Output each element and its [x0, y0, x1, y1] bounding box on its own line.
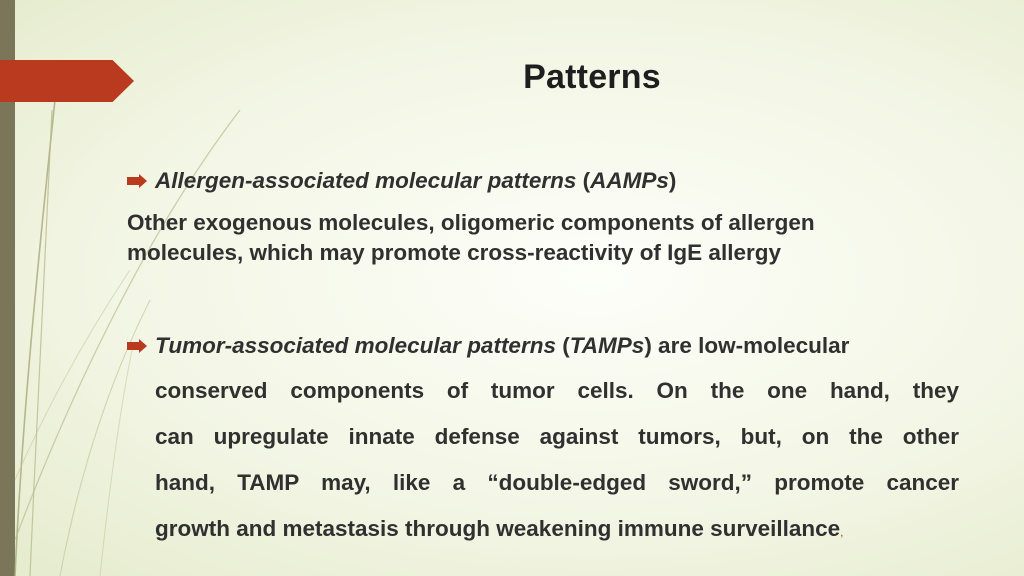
arrow-bullet-icon	[127, 339, 147, 353]
arrow-bullet-icon	[127, 174, 147, 188]
bullet-tamps-rest: ) are low-molecular	[644, 333, 850, 358]
bullet-tamps-term: Tumor-associated molecular patterns	[155, 333, 556, 358]
title-accent-tab	[0, 60, 134, 102]
slide-title: Patterns	[523, 58, 661, 96]
aamps-description-line-1: Other exogenous molecules, oligomeric components of allergen	[127, 210, 815, 235]
bullet-aamps-open: (	[576, 168, 591, 193]
tamps-text-line-4: hand, TAMP may, like a “double-edged sword,” promote cancer	[155, 470, 959, 495]
bullet-aamps	[155, 168, 676, 194]
bullet-aamps-close: )	[668, 168, 677, 193]
bullet-tamps-abbr: TAMPs	[569, 333, 645, 358]
bullet-tamps	[155, 333, 849, 359]
bullet-aamps-term: Allergen-associated molecular patterns	[155, 168, 577, 193]
tamps-text-line-3: can upregulate innate defense against tumors, but, on the other	[155, 424, 959, 449]
bullet-aamps-abbr: AAMPs	[590, 168, 669, 193]
trailing-mark: ,	[840, 525, 844, 539]
bullet-tamps-open: (	[555, 333, 570, 358]
tamps-text-line-5-text: growth and metastasis through weakening immune surveillance	[155, 516, 841, 541]
tamps-text-line-5	[155, 516, 844, 542]
tamps-text-line-2: conserved components of tumor cells. On the one hand, they	[155, 378, 959, 403]
aamps-description-line-2: molecules, which may promote cross-reactivity of IgE allergy	[127, 240, 781, 265]
